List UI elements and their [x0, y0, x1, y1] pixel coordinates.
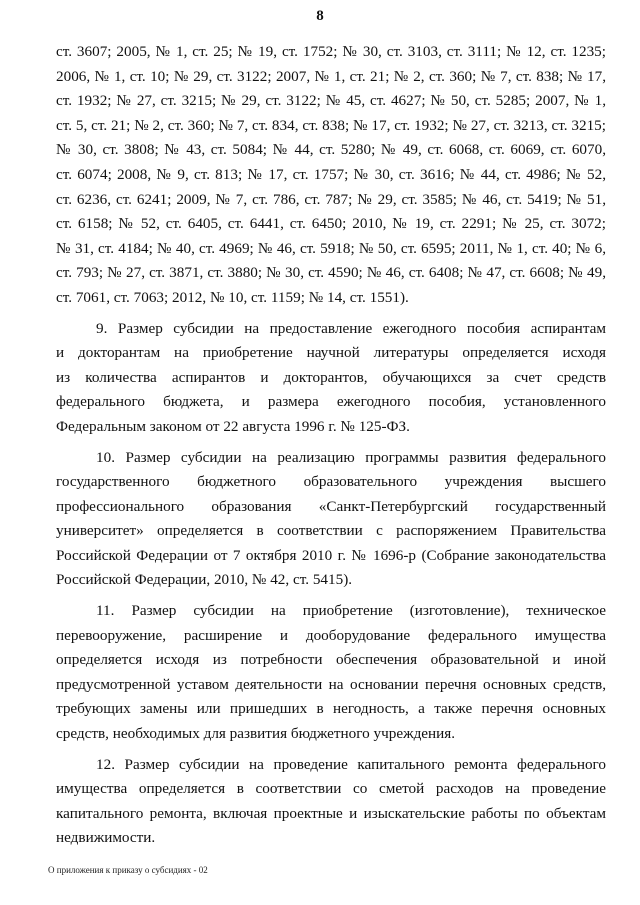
text-line: ст. 3607; 2005, № 1, ст. 25; № 19, ст. 1752; № 30, ст. 3103, ст. 3111; № 12, ст. 1235; — [56, 43, 606, 60]
text-line: ст. 6236, ст. 6241; 2009, № 7, ст. 786, ст. 787; № 29, ст. 3585; № 46, ст. 5419; № 51, — [56, 190, 606, 208]
text-line: ст. 1932; № 27, ст. 3215; № 29, ст. 3122; № 45, ст. 4627; № 50, ст. 5285; 2007, № 1, — [56, 92, 606, 110]
text-line: имущества определяется в соответствии со сметой расходов на проведение — [56, 780, 606, 798]
paragraph-12 — [56, 753, 606, 851]
text-line: ст. 793; № 27, ст. 3871, ст. 3880; № 30, ст. 4590; № 46, ст. 6408; № 47, ст. 6608; № 49, — [56, 264, 606, 282]
paragraph-9 — [56, 317, 606, 440]
paragraph-citations — [56, 40, 606, 311]
text-line: университет» определяется в соответствии с распоряжением Правительства — [56, 522, 606, 540]
text-line: Российской Федерации, 2010, № 42, ст. 5415). — [56, 571, 353, 589]
footer-note: О приложения к приказу о субсидиях - 02 — [48, 865, 208, 875]
text-line: недвижимости. — [56, 829, 156, 847]
text-line: № 31, ст. 4184; № 40, ст. 4969; № 46, ст. 5918; № 50, ст. 6595; 2011, № 1, ст. 40; № 6, — [56, 239, 606, 257]
paragraph-11 — [56, 599, 606, 747]
text-line: ст. 7061, ст. 7063; 2012, № 10, ст. 1159; № 14, ст. 1551). — [56, 288, 409, 306]
text-line: средств, необходимых для развития бюджетного учреждения. — [56, 725, 456, 743]
text-line: предусмотренной уставом деятельности на основании перечня основных средств, — [56, 675, 606, 693]
text-line: 10. Размер субсидии на реализацию программы развития федерального — [96, 448, 606, 466]
text-line: государственного бюджетного образовательного учреждения высшего — [56, 473, 606, 491]
text-line: Федеральным законом от 22 августа 1996 г. № 125-ФЗ. — [56, 417, 410, 435]
text-line: ст. 6074; 2008, № 9, ст. 813; № 17, ст. 1757; № 30, ст. 3616; № 44, ст. 4986; № 52, — [56, 165, 606, 183]
text-line: профессионального образования «Санкт-Петербургский государственный — [56, 497, 606, 515]
text-line: из количества аспирантов и докторантов, обучающихся за счет средств — [56, 368, 606, 386]
text-line: Российской Федерации от 7 октября 2010 г. № 1696-р (Собрание законодательства — [56, 546, 606, 564]
text-line: ст. 5, ст. 21; № 2, ст. 360; № 7, ст. 834, ст. 838; № 17, ст. 1932; № 27, ст. 3213, ст. 3215; — [56, 116, 606, 134]
text-line: и докторантам на приобретение научной литературы определяется исходя — [56, 344, 606, 362]
text-line: 11. Размер субсидии на приобретение (изготовление), техническое — [96, 602, 606, 620]
text-line: капитального ремонта, включая проектные и изыскательские работы по объектам — [56, 804, 606, 822]
paragraph-10 — [56, 446, 606, 594]
text-line: федерального бюджета, и размера ежегодного пособия, установленного — [56, 393, 606, 411]
text-line: 9. Размер субсидии на предоставление ежегодного пособия аспирантам — [96, 319, 606, 337]
text-line: ст. 6158; № 52, ст. 6405, ст. 6441, ст. 6450; 2010, № 19, ст. 2291; № 25, ст. 3072; — [56, 215, 606, 233]
text-line: определяется исходя из потребности обеспечения образовательной и иной — [56, 651, 606, 669]
document-body — [56, 40, 606, 851]
text-line: 12. Размер субсидии на проведение капитального ремонта федерального — [96, 755, 606, 773]
text-line: перевооружение, расширение и дооборудование федерального имущества — [56, 626, 606, 644]
text-line: требующих замены или пришедших в негодность, а также перечня основных — [56, 700, 606, 718]
text-line: 2006, № 1, ст. 10; № 29, ст. 3122; 2007, № 1, ст. 21; № 2, ст. 360; № 7, ст. 838; № 17, — [56, 67, 606, 85]
text-line: № 30, ст. 3808; № 43, ст. 5084; № 44, ст. 5280; № 49, ст. 6068, ст. 6069, ст. 6070, — [56, 141, 606, 159]
page-number: 8 — [316, 8, 324, 24]
